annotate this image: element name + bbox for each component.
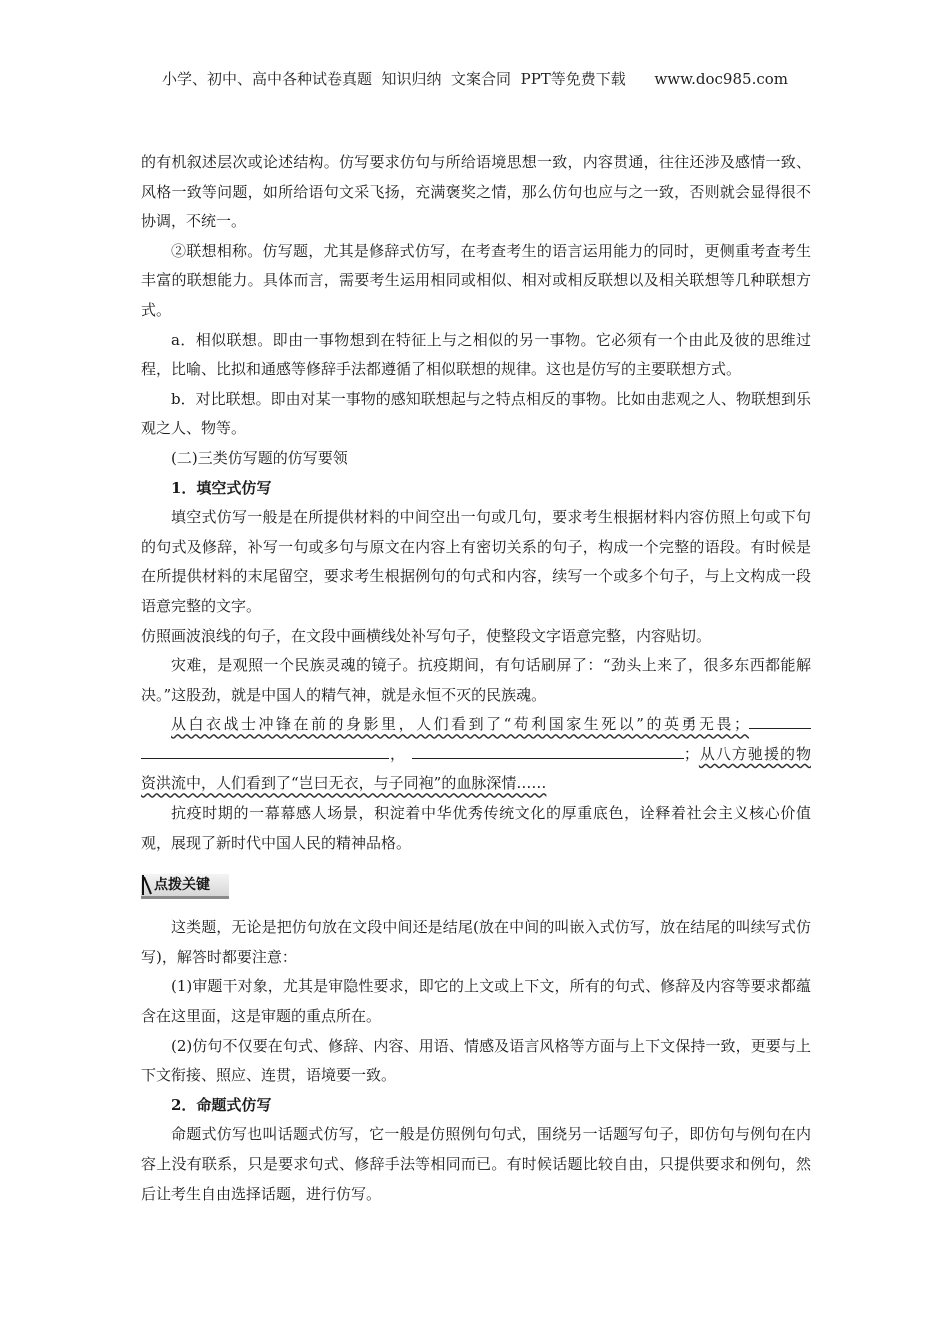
paragraph-topic: 命题式仿写也叫话题式仿写，它一般是仿照例句句式，围绕另一话题写句子，即仿句与例句在内容上没有联系，只是要求句式、修辞手法等相同而已。有时候话题比较自由，只提供要求和例句，然后让考生自由选择话题，进行仿写。: [141, 1125, 811, 1203]
wavy-sentence: 从白衣战士冲锋在前的身影里，人们看到了“苟利国家生死以”的英勇无畏；: [171, 715, 749, 734]
key-points-label: 点拨关键: [154, 877, 210, 894]
key-paragraph-1: 这类题，无论是把仿句放在文段中间还是结尾(放在中间的叫嵌入式仿写，放在结尾的叫续写式仿写)，解答时都要注意：: [141, 918, 811, 966]
blank-semicolon: ；: [683, 744, 699, 763]
section-heading-three-types: (二)三类仿写题的仿写要领: [171, 448, 348, 467]
key-paragraph-2: (1)审题干对象，尤其是审隐性要求，即它的上文或上下文，所有的句式、修辞及内容等要求都蕴含在这里面，这是审题的重点所在。: [141, 977, 811, 1026]
paragraph-similar-association: a．相似联想。即由一事物想到在特征上与之相似的另一事物。它必须有一个由此及彼的思维过程，比喻、比拟和通感等修辞手法都遵循了相似联想的规律。这也是仿写的主要联想方式。: [141, 330, 811, 379]
answer-blank-1-continued[interactable]: [141, 743, 389, 759]
answer-blank-1[interactable]: [749, 713, 811, 729]
subheading-topic: 2．命题式仿写: [171, 1095, 272, 1114]
paragraph-association: ②联想相称。仿写题，尤其是修辞式仿写，在考查考生的语言运用能力的同时，更侧重考查考生丰富的联想能力。具体而言，需要考生运用相同或相似、相对或相反联想以及相关联想等几种联想方式。: [141, 241, 811, 319]
subheading-fill-in: 1．填空式仿写: [171, 478, 272, 497]
paragraph-continuation: 的有机叙述层次或论述结构。仿写要求仿句与所给语境思想一致，内容贯通，往往还涉及感情一致、风格一致等问题，如所给语句文采飞扬，充满褒奖之情，那么仿句也应与之一致，否则就会显得很不协调，不统一。: [141, 153, 811, 231]
question-passage-2: [141, 710, 811, 799]
wavy-sentence-2: 从八方驰援的物资洪流中，人们看到了“岂曰无衣，与子同袍”的血脉深情……: [141, 744, 811, 793]
key-points-banner: [141, 874, 229, 899]
question-instruction: 仿照画波浪线的句子，在文段中画横线处补写句子，使整段文字语意完整，内容贴切。: [141, 626, 712, 645]
blank-comma: ，: [389, 744, 407, 763]
key-paragraph-3: (2)仿句不仅要在句式、修辞、内容、用语、情感及语言风格等方面与上下文保持一致，更要与上下文衔接、照应、连贯，语境要一致。: [141, 1036, 811, 1085]
answer-blank-2[interactable]: [412, 743, 684, 759]
slash-marker-icon: [142, 874, 152, 896]
paragraph-contrast-association: b．对比联想。即由对某一事物的感知联想起与之特点相反的事物。比如由悲观之人、物联想到乐观之人、物等。: [141, 389, 811, 438]
question-passage-1: 灾难，是观照一个民族灵魂的镜子。抗疫期间，有句话刷屏了：“劲头上来了，很多东西都能解决。”这股劲，就是中国人的精气神，就是永恒不灭的民族魂。: [141, 656, 811, 704]
paragraph-fill-in: 填空式仿写一般是在所提供材料的中间空出一句或几句，要求考生根据材料内容仿照上句或下句的句式及修辞，补写一句或多句与原文在内容上有密切关系的句子，构成一个完整的语段。有时候是在所提供材料的末尾留空，要求考生根据例句的句式和内容，续写一个或多个句子，与上文构成一段语意完整的文字。: [141, 508, 811, 615]
document-body: [141, 148, 811, 1209]
page-header: 小学、初中、高中各种试卷真题 知识归纳 文案合同 PPT等免费下载 www.doc985.com: [161, 70, 788, 88]
question-passage-3: 抗疫时期的一幕幕感人场景，积淀着中华优秀传统文化的厚重底色，诠释着社会主义核心价值观，展现了新时代中国人民的精神品格。: [141, 804, 811, 852]
